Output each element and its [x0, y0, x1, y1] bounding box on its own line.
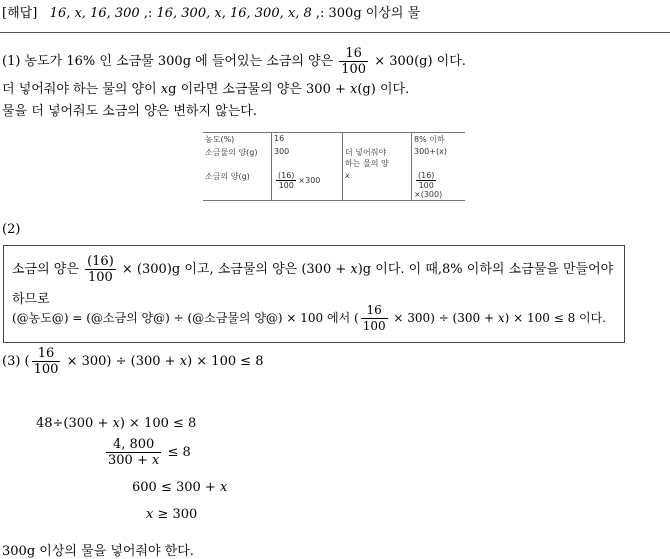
variable-x: x [219, 480, 228, 495]
fraction-denominator: 100 [418, 181, 434, 190]
header-divider [0, 32, 670, 33]
table-cell-line: 더 넣어줘야 [345, 148, 387, 157]
conclusion: 300g 이상의 물을 넣어줘야 한다. [2, 544, 194, 559]
fraction [32, 346, 61, 377]
table-cell [412, 170, 466, 201]
variable-x: x [146, 507, 154, 522]
variable-x: x [151, 453, 160, 468]
fraction-denominator: 100 [88, 270, 113, 285]
answer-1: 16, x, 16, 300 [49, 6, 140, 21]
part2-line1-tail: )g 이다. 이 때,8% 이하의 소금물을 만들어야 [357, 262, 614, 277]
table-cell [343, 133, 412, 147]
fraction [339, 46, 368, 77]
part1-line1-text: (1) 농도가 16% 인 소금물 300g 에 들어있는 소금의 양은 [2, 54, 334, 69]
step-2 [104, 437, 191, 468]
fraction-denominator [106, 453, 161, 468]
step-3 [132, 480, 227, 495]
step-2-tail: ≤ 8 [167, 445, 191, 460]
variable-x: x [350, 82, 358, 97]
fraction-numerator: 16 [32, 346, 61, 362]
fraction-numerator: (16) [278, 171, 295, 180]
part3-line1-text: (3) ( [2, 354, 30, 369]
table-cell: 16 [272, 133, 343, 147]
table-cell: 8% 이하 [412, 133, 466, 147]
fraction-denominator: 100 [33, 362, 59, 377]
answer-label: [해답] [2, 6, 38, 21]
table-row [203, 146, 465, 170]
part2-line1-text: 소금의 양은 [12, 262, 79, 277]
fraction [416, 171, 436, 190]
fraction-numerator: (16) [418, 171, 435, 180]
table-cell-line: 하는 물의 양 [345, 159, 389, 168]
table-cell: 소금물의 양(g) [205, 148, 258, 157]
fraction [276, 171, 296, 190]
fraction [106, 437, 161, 468]
part1-line3: 물을 더 넣어줘도 소금의 양은 변하지 않는다. [2, 104, 257, 119]
part1-line2-tail: (g) 이다. [357, 82, 410, 97]
fraction-numerator: 16 [361, 303, 388, 319]
concentration-table [203, 132, 465, 201]
table-cell [343, 146, 412, 170]
table-cell: x [343, 170, 412, 201]
fraction-numerator: (16) [87, 254, 114, 269]
part2-box-line2: 하므로 [12, 292, 50, 307]
table-cell: 300+(x) [412, 146, 466, 170]
table-cell: 소금의 양(g) [203, 170, 272, 201]
part2-box-line1 [12, 254, 613, 285]
part2-line1-mid: × (300)g 이고, 소금물의 양은 (300 + [121, 262, 347, 277]
part2-line3-text: (@농도@) = (@소금의 양@) ÷ (@소금물의 양@) × 100 에서 ( [12, 311, 359, 325]
variable-x: x [179, 354, 188, 369]
table-cell-tail: ×(300) [414, 190, 443, 199]
variable-x: x [497, 311, 505, 325]
step-1 [36, 416, 196, 431]
variable-x: x [160, 82, 169, 97]
part2-label: (2) [2, 222, 21, 237]
part3-line1-tail: ) × 100 ≤ 8 [187, 354, 264, 369]
answer-3: 300g 이상의 물 [328, 6, 421, 21]
table-row [203, 170, 465, 201]
fraction-numerator: 16 [339, 46, 368, 62]
part1-line2-text: 더 넣어줘야 하는 물의 양이 [2, 82, 157, 97]
part3-line1-mid: × 300) ÷ (300 + [66, 354, 176, 369]
part2-line3-mid: × 300) ÷ (300 + [393, 311, 495, 325]
answer-sep-1: ,: [139, 6, 157, 21]
variable-x: x [350, 262, 358, 277]
part2-line3-tail: ) × 100 ≤ 8 이다. [504, 311, 607, 325]
table-row [203, 133, 465, 147]
part2-box-line3 [12, 303, 606, 334]
answer-sep-2: ,: [311, 6, 329, 21]
part3-line1 [2, 346, 264, 377]
denominator-text: 300 + [108, 453, 148, 468]
variable-x: x [112, 416, 120, 431]
fraction [85, 254, 116, 285]
fraction-denominator: 100 [341, 62, 367, 77]
part1-line1-tail: × 300(g) 이다. [374, 54, 466, 69]
table-cell [272, 170, 343, 201]
step-4-text: ≥ 300 [157, 507, 198, 522]
part1-line1 [2, 46, 466, 77]
fraction-numerator: 4, 800 [106, 437, 161, 453]
step-3-text: 600 ≤ 300 + [132, 480, 216, 495]
table-cell: 농도(%) [203, 133, 272, 147]
fraction-denominator: 100 [278, 181, 294, 190]
table-cell: 300 [272, 146, 343, 170]
answer-2: 16, 300, x, 16, 300, x, 8 [156, 6, 312, 21]
step-4 [146, 507, 197, 522]
part1-line2-mid: g 이라면 소금물의 양은 300 + [168, 82, 346, 97]
table-cell-tail: ×300 [298, 176, 321, 185]
fraction-denominator: 100 [362, 319, 386, 333]
part1-line2 [2, 78, 409, 97]
fraction [361, 303, 388, 334]
step-1-text: 48÷(300 + [36, 416, 109, 431]
step-1-tail: ) × 100 ≤ 8 [119, 416, 197, 431]
answer-header [2, 2, 420, 21]
